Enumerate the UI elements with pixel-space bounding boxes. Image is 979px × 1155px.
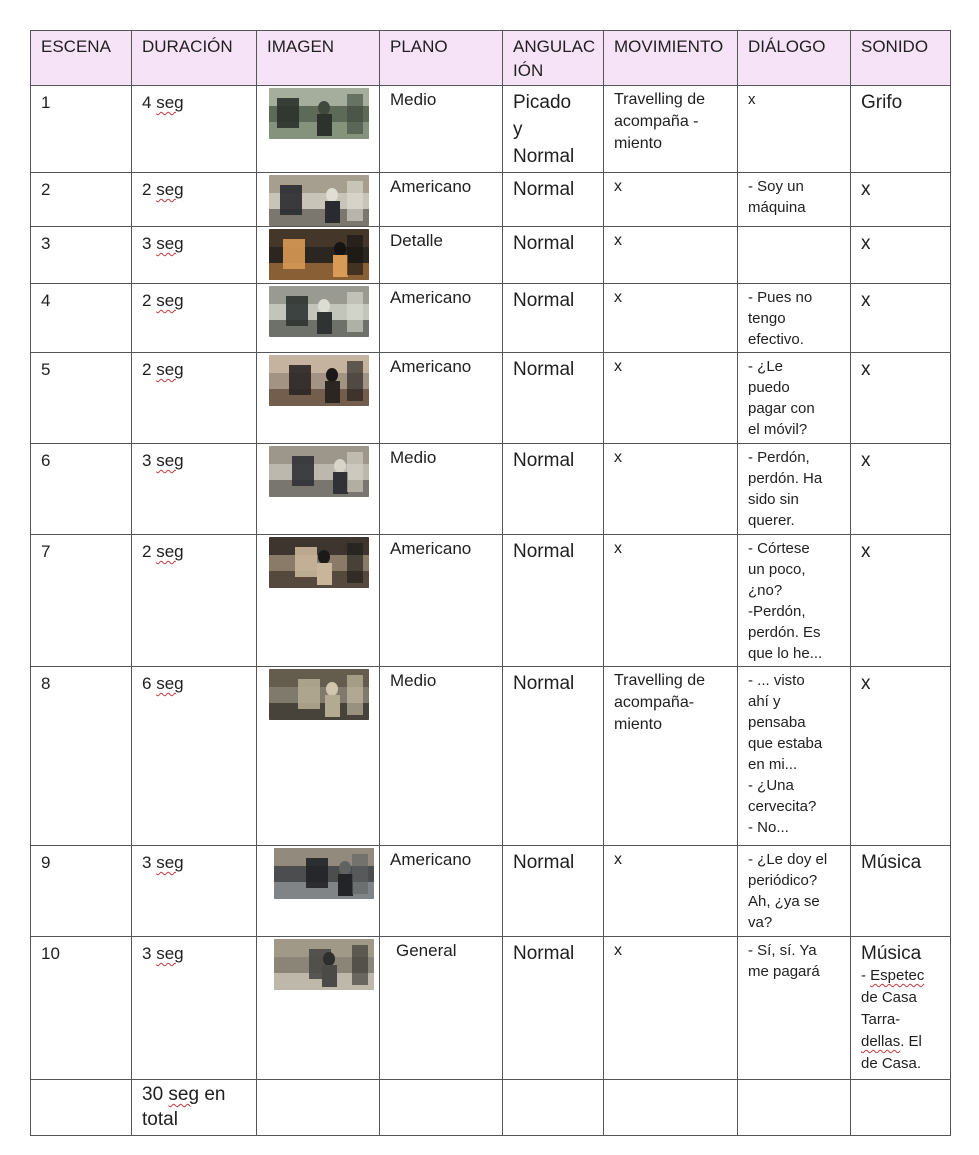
- scene-angulacion: Normal: [503, 667, 604, 846]
- scene-image-cell: [257, 846, 380, 937]
- scene-plano: Americano: [380, 173, 503, 227]
- header-sonido: SONIDO: [851, 31, 951, 86]
- scene-sonido: x: [851, 444, 951, 535]
- scene-number: 8: [31, 667, 132, 846]
- scene-image-cell: [257, 284, 380, 353]
- table-row: [31, 937, 951, 1080]
- scene-sonido: x: [851, 227, 951, 284]
- scene-movimiento: x: [604, 846, 738, 937]
- scene-dialogo: - ... visto ahí y pensaba que estaba en mi... - ¿Una cervecita? - No...: [738, 667, 851, 846]
- scene-number: 7: [31, 535, 132, 667]
- scene-dialogo: - Sí, sí. Ya me pagará: [738, 937, 851, 1080]
- scene-duration: 4 seg: [132, 86, 257, 173]
- scene-sonido: x: [851, 353, 951, 444]
- scene-image-cell: [257, 353, 380, 444]
- thumb-8-man-cooking: [269, 669, 369, 720]
- scene-angulacion: Normal: [503, 937, 604, 1080]
- table-row: [31, 667, 951, 846]
- total-empty-cell: [851, 1080, 951, 1136]
- scene-plano: Medio: [380, 86, 503, 173]
- scene-number: 10: [31, 937, 132, 1080]
- scene-plano: Americano: [380, 353, 503, 444]
- header-plano: PLANO: [380, 31, 503, 86]
- thumb-3-detail-hands: [269, 229, 369, 280]
- thumb-5-woman-man: [269, 355, 369, 406]
- scene-movimiento: x: [604, 535, 738, 667]
- scene-duration: 2 seg: [132, 535, 257, 667]
- scene-plano: General: [380, 937, 503, 1080]
- thumb-10-street-car: [274, 939, 374, 990]
- scene-sonido: Música - Espetec de Casa Tarra- dellas. El de Casa.: [851, 937, 951, 1080]
- scene-number: 3: [31, 227, 132, 284]
- scene-duration: 3 seg: [132, 227, 257, 284]
- scene-image-cell: [257, 227, 380, 284]
- table-row: [31, 535, 951, 667]
- scene-plano: Americano: [380, 846, 503, 937]
- scene-number: 6: [31, 444, 132, 535]
- scene-sonido: Grifo: [851, 86, 951, 173]
- scene-movimiento: x: [604, 353, 738, 444]
- table-row: [31, 227, 951, 284]
- scene-image-cell: [257, 86, 380, 173]
- scene-duration: 6 seg: [132, 667, 257, 846]
- storyboard-table: [30, 30, 951, 1136]
- scene-sonido: Música: [851, 846, 951, 937]
- scene-angulacion: Normal: [503, 444, 604, 535]
- total-empty-cell: [604, 1080, 738, 1136]
- scene-plano: Medio: [380, 444, 503, 535]
- scene-sonido: x: [851, 667, 951, 846]
- table-row: [31, 353, 951, 444]
- scene-number: 2: [31, 173, 132, 227]
- total-empty-cell: [257, 1080, 380, 1136]
- scene-sonido: x: [851, 284, 951, 353]
- scene-image-cell: [257, 667, 380, 846]
- scene-dialogo: - Soy un máquina: [738, 173, 851, 227]
- scene-dialogo: - ¿Le doy el periódico? Ah, ¿ya se va?: [738, 846, 851, 937]
- total-empty-cell: [738, 1080, 851, 1136]
- scene-dialogo: [738, 227, 851, 284]
- scene-dialogo: x: [738, 86, 851, 173]
- header-movimiento: MOVIMIENTO: [604, 31, 738, 86]
- table-row: [31, 846, 951, 937]
- scene-movimiento: Travelling de acompaña- miento: [604, 667, 738, 846]
- header-row: [31, 31, 951, 86]
- table-row: [31, 173, 951, 227]
- thumb-7-woman-door: [269, 537, 369, 588]
- scene-angulacion: Normal: [503, 173, 604, 227]
- header-angulacion: ANGULACIÓN: [503, 31, 604, 86]
- thumb-6-man-shelves: [269, 446, 369, 497]
- scene-angulacion: Normal: [503, 353, 604, 444]
- scene-plano: Detalle: [380, 227, 503, 284]
- scene-sonido: x: [851, 535, 951, 667]
- scene-movimiento: x: [604, 227, 738, 284]
- scene-number: 1: [31, 86, 132, 173]
- scene-duration: 3 seg: [132, 444, 257, 535]
- scene-dialogo: - Perdón, perdón. Ha sido sin querer.: [738, 444, 851, 535]
- thumb-2-man-kitchen: [269, 175, 369, 226]
- header-imagen: IMAGEN: [257, 31, 380, 86]
- scene-duration: 3 seg: [132, 937, 257, 1080]
- scene-plano: Americano: [380, 284, 503, 353]
- total-duration: 30 seg en total: [132, 1080, 257, 1136]
- scene-angulacion: Normal: [503, 227, 604, 284]
- scene-movimiento: x: [604, 937, 738, 1080]
- scene-angulacion: Normal: [503, 846, 604, 937]
- scene-number: 4: [31, 284, 132, 353]
- scene-movimiento: x: [604, 173, 738, 227]
- scene-angulacion: Normal: [503, 535, 604, 667]
- total-empty-cell: [503, 1080, 604, 1136]
- header-duracion: DURACIÓN: [132, 31, 257, 86]
- total-empty-cell: [31, 1080, 132, 1136]
- scene-duration: 2 seg: [132, 284, 257, 353]
- scene-angulacion: Picado y Normal: [503, 86, 604, 173]
- table-row: [31, 86, 951, 173]
- scene-movimiento: Travelling de acompaña - miento: [604, 86, 738, 173]
- thumb-4-man-counter: [269, 286, 369, 337]
- scene-sonido: x: [851, 173, 951, 227]
- scene-number: 9: [31, 846, 132, 937]
- total-empty-cell: [380, 1080, 503, 1136]
- scene-plano: Americano: [380, 535, 503, 667]
- scene-dialogo: - Pues no tengo efectivo.: [738, 284, 851, 353]
- sound-note: - Espetec de Casa Tarra- dellas. El de Casa.: [861, 967, 925, 1072]
- header-dialogo: DIÁLOGO: [738, 31, 851, 86]
- table-row: [31, 444, 951, 535]
- scene-movimiento: x: [604, 284, 738, 353]
- scene-number: 5: [31, 353, 132, 444]
- scene-angulacion: Normal: [503, 284, 604, 353]
- thumb-9-two-people: [274, 848, 374, 899]
- scene-movimiento: x: [604, 444, 738, 535]
- scene-image-cell: [257, 937, 380, 1080]
- scene-plano: Medio: [380, 667, 503, 846]
- scene-duration: 2 seg: [132, 173, 257, 227]
- thumb-1-kitchen-sink: [269, 88, 369, 139]
- scene-duration: 2 seg: [132, 353, 257, 444]
- scene-image-cell: [257, 173, 380, 227]
- storyboard-sheet: [30, 30, 950, 1136]
- table-row: [31, 284, 951, 353]
- scene-image-cell: [257, 444, 380, 535]
- header-escena: ESCENA: [31, 31, 132, 86]
- scene-dialogo: - ¿Le puedo pagar con el móvil?: [738, 353, 851, 444]
- scene-image-cell: [257, 535, 380, 667]
- scene-duration: 3 seg: [132, 846, 257, 937]
- total-row: [31, 1080, 951, 1136]
- scene-dialogo: - Córtese un poco, ¿no? -Perdón, perdón. Es que lo he...: [738, 535, 851, 667]
